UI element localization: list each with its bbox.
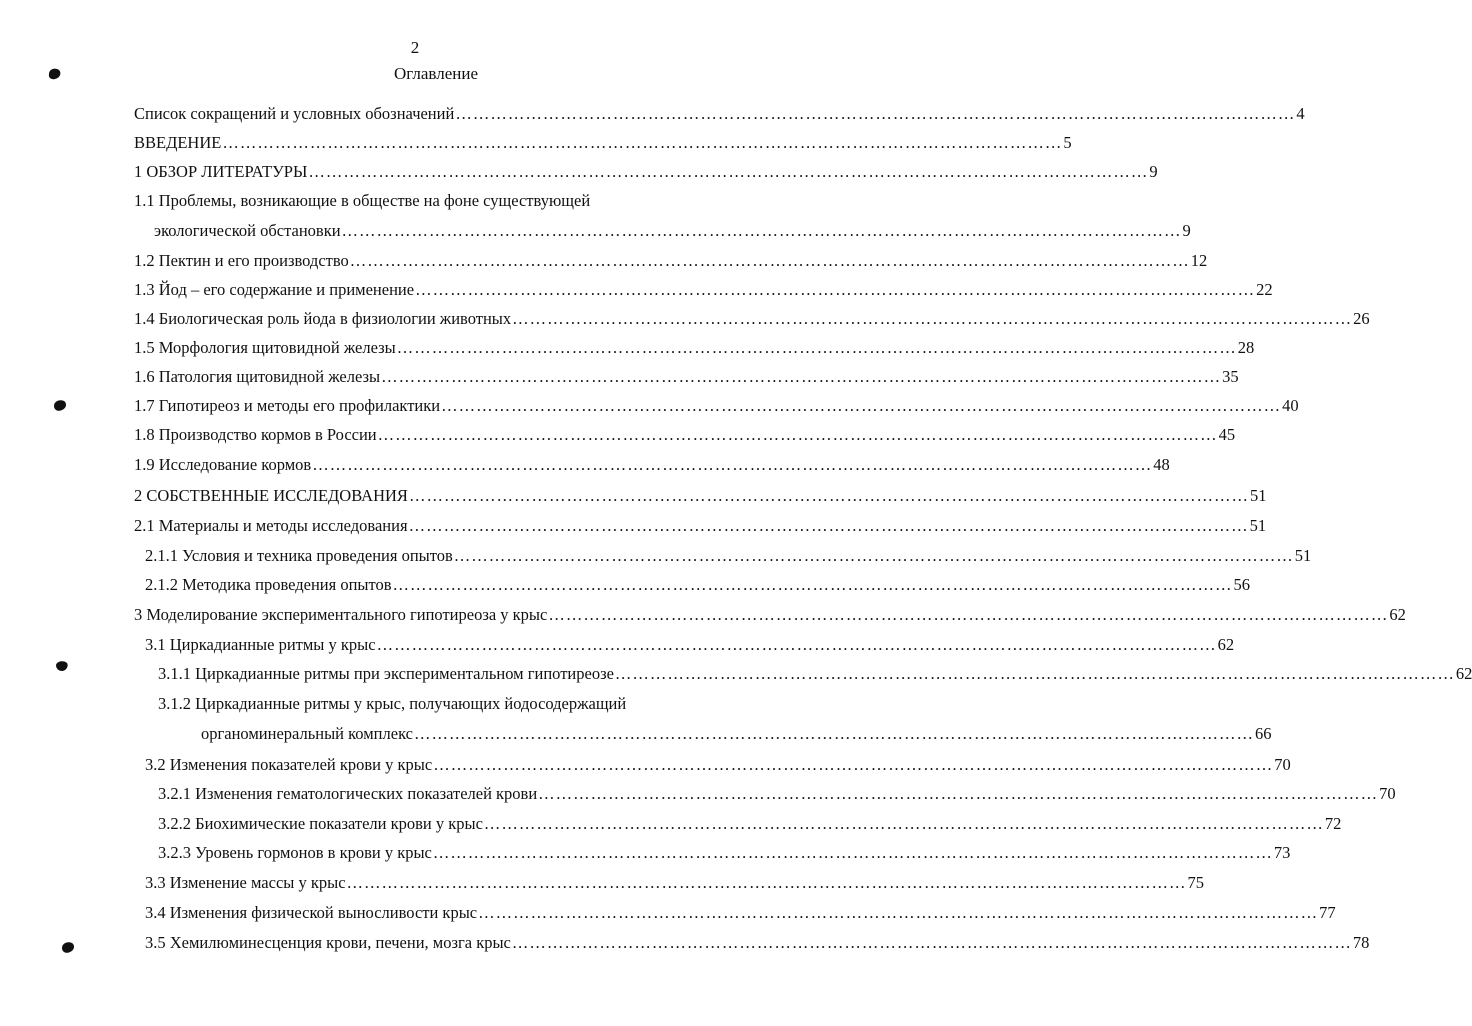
toc-dot-leader: ………………………………………………………………………………………………………………………………: [511, 933, 1352, 952]
toc-dot-leader: ………………………………………………………………………………………………………………………………: [408, 516, 1249, 535]
toc-dot-leader: ………………………………………………………………………………………………………………………………: [346, 873, 1187, 892]
toc-entry[interactable]: [145, 755, 1291, 775]
toc-entry-title: Список сокращений и условных обозначений: [134, 104, 455, 123]
toc-entry-title: 2 СОБСТВЕННЫЕ ИССЛЕДОВАНИЯ: [134, 486, 408, 505]
toc-page-number: 48: [1153, 455, 1170, 474]
toc-entry-title: 1.9 Исследование кормов: [134, 455, 312, 474]
toc-dot-leader: ………………………………………………………………………………………………………………………………: [483, 814, 1324, 833]
toc-page-number: 77: [1319, 903, 1336, 922]
toc-page-number: 72: [1324, 814, 1342, 833]
toc-entry[interactable]: [134, 486, 1267, 506]
toc-entry[interactable]: [134, 425, 1236, 445]
toc-entry-title-line1[interactable]: 3.1.2 Циркадианные ритмы у крыс, получающих йодосодержащий: [158, 694, 627, 713]
toc-dot-leader: ………………………………………………………………………………………………………………………………: [433, 755, 1274, 774]
toc-entry-title: 2.1.1 Условия и техника проведения опытов: [145, 546, 453, 565]
toc-page-number: 66: [1255, 724, 1272, 743]
toc-entry-title: 3.2 Изменения показателей крови у крыс: [145, 755, 433, 774]
toc-entry[interactable]: [134, 162, 1158, 182]
toc-entry-title: 3.1.1 Циркадианные ритмы при экспериментальном гипотиреозе: [158, 664, 614, 683]
page-number: 2: [410, 38, 420, 57]
toc-entry-title: 3 Моделирование экспериментального гипотиреоза у крыс: [134, 605, 548, 624]
toc-entry-title: 3.4 Изменения физической выносливости крыс: [145, 903, 478, 922]
toc-entry-title: 1.2 Пектин и его производство: [134, 251, 349, 270]
toc-page-number: 56: [1233, 575, 1251, 594]
toc-entry[interactable]: [134, 309, 1370, 329]
toc-entry-title: 1.8 Производство кормов в России: [134, 425, 377, 444]
toc-entry[interactable]: [158, 664, 1472, 684]
toc-page-number: 51: [1249, 516, 1267, 535]
toc-dot-leader: ………………………………………………………………………………………………………………………………: [349, 251, 1190, 270]
toc-dot-leader: ………………………………………………………………………………………………………………………………: [392, 575, 1233, 594]
toc-dot-leader: ………………………………………………………………………………………………………………………………: [381, 367, 1222, 386]
toc-entry[interactable]: [134, 367, 1239, 387]
toc-entry[interactable]: [134, 605, 1406, 625]
toc-page-number: 62: [1217, 635, 1235, 654]
toc-dot-leader: ………………………………………………………………………………………………………………………………: [308, 162, 1149, 181]
toc-entry[interactable]: [145, 635, 1235, 655]
toc-entry-title: 1.3 Йод – его содержание и применение: [134, 280, 415, 299]
toc-page-number: 28: [1237, 338, 1255, 357]
toc-page-number: 62: [1455, 664, 1472, 683]
toc-dot-leader: ………………………………………………………………………………………………………………………………: [396, 338, 1237, 357]
toc-entry[interactable]: [134, 104, 1305, 124]
toc-dot-leader: ………………………………………………………………………………………………………………………………: [548, 605, 1389, 624]
toc-page-number: 70: [1274, 755, 1291, 774]
toc-entry[interactable]: [145, 873, 1205, 893]
toc-page-number: 45: [1218, 425, 1236, 444]
toc-dot-leader: ………………………………………………………………………………………………………………………………: [376, 635, 1217, 654]
toc-entry-title: 3.2.3 Уровень гормонов в крови у крыс: [158, 843, 432, 862]
toc-entry[interactable]: [154, 221, 1191, 241]
page-title: Оглавление: [394, 64, 478, 83]
binder-hole-mark-icon: [54, 658, 70, 674]
toc-dot-leader: ………………………………………………………………………………………………………………………………: [312, 455, 1153, 474]
toc-entry-title: экологической обстановки: [154, 221, 341, 240]
toc-entry[interactable]: [134, 455, 1170, 475]
toc-page-number: 70: [1379, 784, 1396, 803]
toc-dot-leader: ………………………………………………………………………………………………………………………………: [614, 664, 1455, 683]
toc-entry-title: 3.2.1 Изменения гематологических показателей крови: [158, 784, 538, 803]
toc-entry[interactable]: [158, 814, 1342, 834]
toc-page-number: 40: [1282, 396, 1299, 415]
toc-page-number: 62: [1389, 605, 1406, 624]
toc-page-number: 73: [1273, 843, 1291, 862]
toc-entry-title: 2.1 Материалы и методы исследования: [134, 516, 408, 535]
toc-page-number: 78: [1352, 933, 1370, 952]
toc-entry-title: 1 ОБЗОР ЛИТЕРАТУРЫ: [134, 162, 308, 181]
toc-dot-leader: ………………………………………………………………………………………………………………………………: [222, 133, 1063, 152]
toc-page-number: 22: [1256, 280, 1273, 299]
toc-page-number: 12: [1190, 251, 1208, 270]
toc-entry[interactable]: [134, 280, 1273, 300]
toc-page-number: 51: [1294, 546, 1312, 565]
toc-entry[interactable]: [134, 516, 1267, 536]
toc-dot-leader: ………………………………………………………………………………………………………………………………: [512, 309, 1353, 328]
toc-entry[interactable]: [145, 575, 1251, 595]
toc-dot-leader: ………………………………………………………………………………………………………………………………: [341, 221, 1182, 240]
toc-entry-title: 1.4 Биологическая роль йода в физиологии животных: [134, 309, 512, 328]
toc-page-number: 9: [1149, 162, 1158, 181]
toc-entry-title: 3.5 Хемилюминесценция крови, печени, мозга крыс: [145, 933, 511, 952]
toc-entry-title: 3.3 Изменение массы у крыс: [145, 873, 346, 892]
toc-page-number: 26: [1353, 309, 1370, 328]
toc-entry[interactable]: [158, 843, 1291, 863]
toc-page-number: 9: [1182, 221, 1191, 240]
toc-entry[interactable]: [201, 724, 1272, 744]
toc-page-number: 4: [1296, 104, 1305, 123]
binder-hole-mark-icon: [60, 939, 76, 955]
toc-entry[interactable]: [134, 133, 1072, 153]
toc-entry[interactable]: [134, 396, 1299, 416]
toc-page-number: 5: [1063, 133, 1072, 152]
toc-entry[interactable]: [134, 251, 1208, 271]
toc-entry[interactable]: [145, 546, 1312, 566]
toc-page-number: 51: [1249, 486, 1267, 505]
toc-entry[interactable]: [145, 933, 1370, 953]
toc-dot-leader: ………………………………………………………………………………………………………………………………: [414, 724, 1255, 743]
toc-entry-title: 3.2.2 Биохимические показатели крови у крыс: [158, 814, 483, 833]
toc-entry-title: ВВЕДЕНИЕ: [134, 133, 222, 152]
toc-entry-title: 1.7 Гипотиреоз и методы его профилактики: [134, 396, 441, 415]
toc-entry-title: 1.5 Морфология щитовидной железы: [134, 338, 396, 357]
toc-dot-leader: ………………………………………………………………………………………………………………………………: [455, 104, 1296, 123]
toc-page-number: 75: [1187, 873, 1205, 892]
toc-dot-leader: ………………………………………………………………………………………………………………………………: [538, 784, 1379, 803]
toc-dot-leader: ………………………………………………………………………………………………………………………………: [415, 280, 1256, 299]
toc-dot-leader: ………………………………………………………………………………………………………………………………: [408, 486, 1249, 505]
toc-dot-leader: ………………………………………………………………………………………………………………………………: [377, 425, 1218, 444]
toc-entry[interactable]: [134, 338, 1255, 358]
toc-page-number: 35: [1222, 367, 1239, 386]
toc-dot-leader: ………………………………………………………………………………………………………………………………: [453, 546, 1294, 565]
binder-hole-mark-icon: [46, 66, 62, 82]
toc-entry-title: 2.1.2 Методика проведения опытов: [145, 575, 392, 594]
binder-hole-mark-icon: [52, 397, 68, 413]
toc-dot-leader: ………………………………………………………………………………………………………………………………: [478, 903, 1319, 922]
toc-entry-title-line1[interactable]: 1.1 Проблемы, возникающие в обществе на фоне существующей: [134, 191, 591, 210]
toc-entry-title: органоминеральный комплекс: [201, 724, 414, 743]
toc-entry[interactable]: [145, 903, 1336, 923]
toc-dot-leader: ………………………………………………………………………………………………………………………………: [432, 843, 1273, 862]
toc-entry-title: 1.6 Патология щитовидной железы: [134, 367, 381, 386]
toc-dot-leader: ………………………………………………………………………………………………………………………………: [441, 396, 1282, 415]
toc-entry[interactable]: [158, 784, 1396, 804]
toc-entry-title: 3.1 Циркадианные ритмы у крыс: [145, 635, 376, 654]
